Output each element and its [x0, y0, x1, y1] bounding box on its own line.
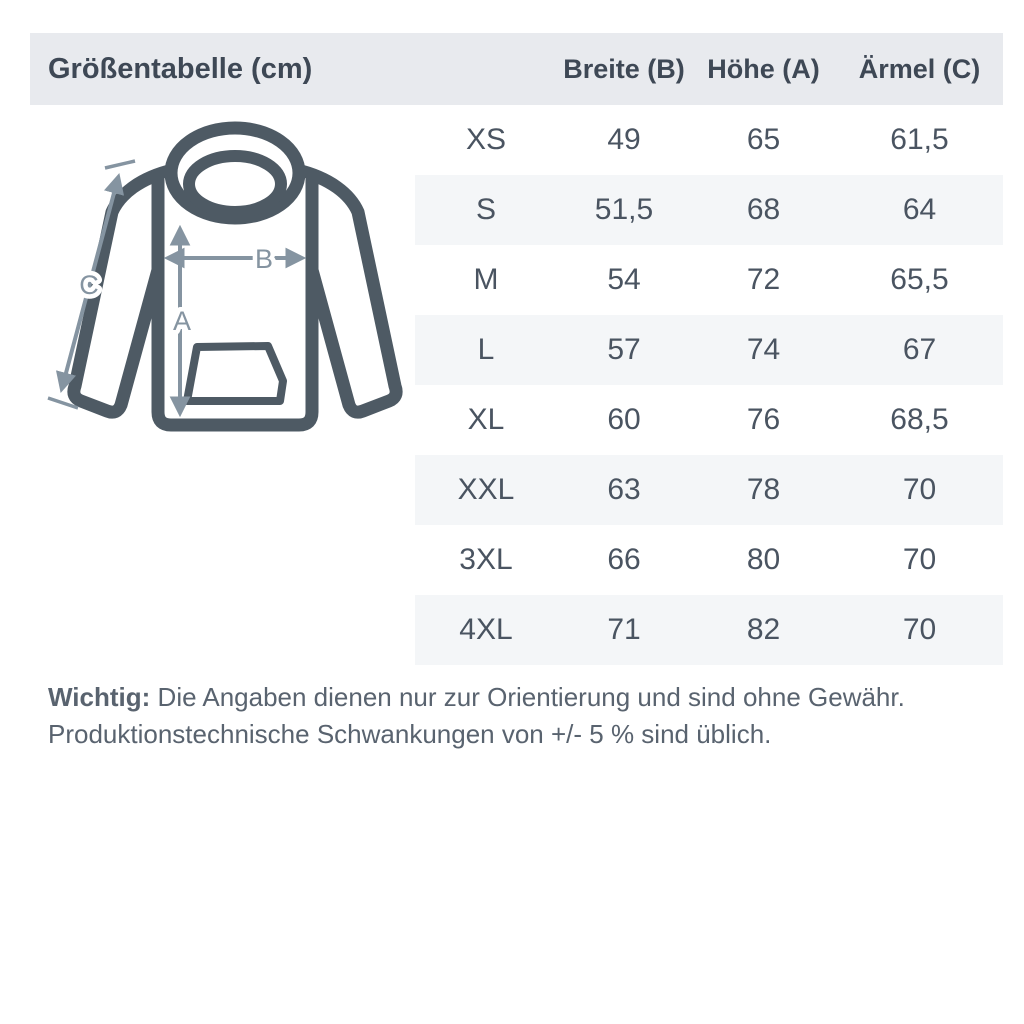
dimension-tick-c-top [105, 161, 135, 168]
breite-cell: 57 [607, 333, 641, 366]
hoehe-cell: 82 [746, 613, 781, 646]
hoehe-cell: 76 [746, 403, 781, 436]
hoehe-cell: 68 [746, 193, 781, 226]
aermel-cell: 70 [902, 543, 937, 576]
hoodie-measurement-diagram [35, 118, 415, 468]
table-row [415, 455, 1003, 525]
size-cell: XL [467, 403, 505, 436]
aermel-cell: 65,5 [890, 263, 949, 296]
size-table-body [415, 105, 1003, 665]
size-cell: XXL [457, 473, 515, 506]
aermel-cell: 68,5 [890, 403, 949, 436]
size-cell: M [473, 263, 499, 296]
disclaimer-note [30, 679, 960, 753]
aermel-cell: 67 [902, 333, 937, 366]
disclaimer-lead: Wichtig: [48, 682, 151, 712]
hoehe-cell: 74 [746, 333, 781, 366]
hoehe-cell: 65 [746, 123, 781, 156]
size-cell: L [477, 333, 495, 366]
table-row [415, 525, 1003, 595]
size-cell: XS [465, 123, 507, 156]
disclaimer-line2: Produktionstechnische Schwankungen von +/- 5 % sind üblich. [48, 719, 772, 749]
size-chart-content [30, 33, 1003, 753]
hoehe-cell: 78 [746, 473, 781, 506]
table-row [415, 315, 1003, 385]
aermel-cell: 70 [902, 613, 937, 646]
table-row [415, 385, 1003, 455]
disclaimer-line1: Die Angaben dienen nur zur Orientierung und sind ohne Gewähr. [157, 682, 905, 712]
hoehe-cell: 80 [746, 543, 781, 576]
chart-title: Größentabelle (cm) [48, 52, 313, 85]
size-cell: S [475, 193, 496, 226]
breite-cell: 49 [607, 123, 641, 156]
table-row [415, 595, 1003, 665]
breite-cell: 66 [607, 543, 641, 576]
table-row [415, 245, 1003, 315]
size-chart-header [30, 33, 1003, 105]
size-cell: 3XL [459, 543, 513, 576]
dimension-label-b: B [254, 244, 274, 274]
hoehe-cell: 72 [746, 263, 781, 296]
breite-cell: 51,5 [594, 193, 654, 226]
breite-cell: 71 [607, 613, 641, 646]
dimension-label-c: C [79, 270, 99, 300]
aermel-cell: 64 [902, 193, 937, 226]
table-row [415, 175, 1003, 245]
dimension-label-a: A [172, 306, 192, 336]
hood-inner-ring [189, 156, 281, 212]
kangaroo-pocket [187, 346, 283, 401]
column-header-aermel: Ärmel (C) [858, 53, 981, 84]
aermel-cell: 70 [902, 473, 937, 506]
column-header-hoehe: Höhe (A) [707, 53, 820, 84]
column-header-breite: Breite (B) [563, 53, 685, 84]
aermel-cell: 61,5 [890, 123, 949, 156]
breite-cell: 63 [607, 473, 641, 506]
size-cell: 4XL [459, 613, 513, 646]
table-row [415, 105, 1003, 175]
breite-cell: 54 [607, 263, 641, 296]
breite-cell: 60 [607, 403, 641, 436]
